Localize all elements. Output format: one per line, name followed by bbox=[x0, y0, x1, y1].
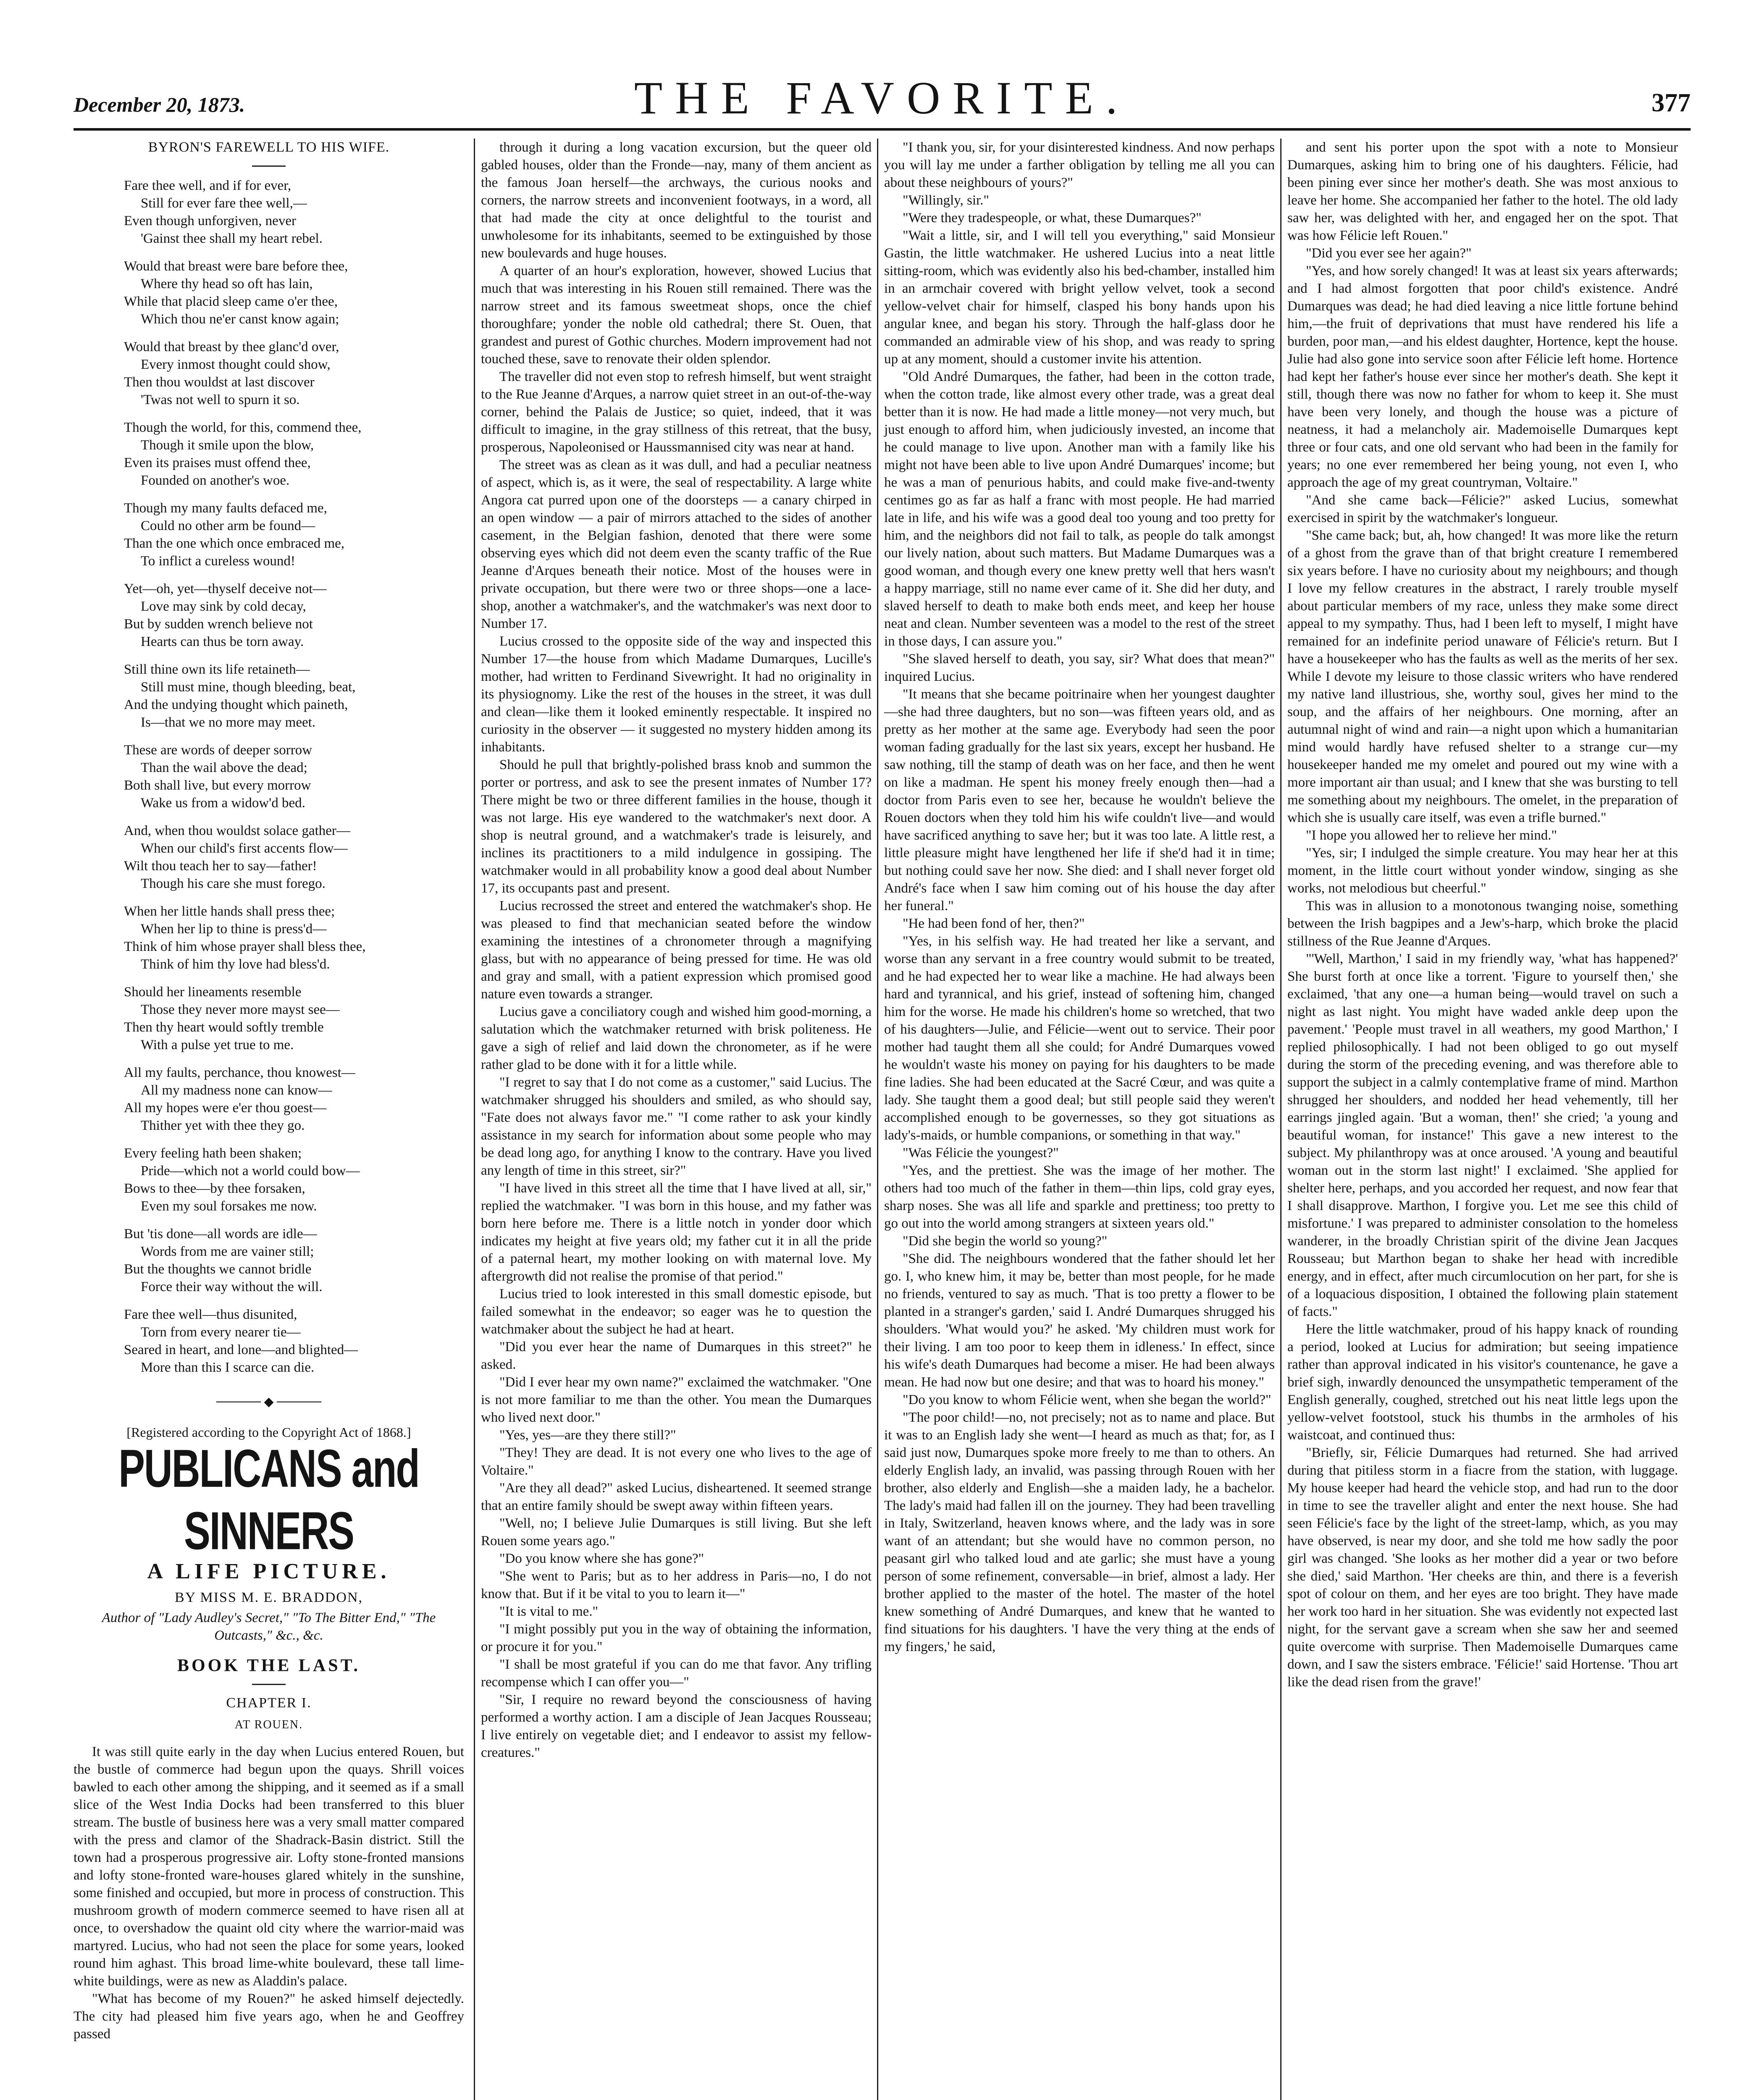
paragraph: "The poor child!—no, not precisely; not as to name and place. But it was to an English lady she went—I heard as much as that; for, as I said just now, Dumarques spoke more freely to me than to others. An elderly English lady, an invalid, was passing through Rouen with her brother, also elderly and English—she a maiden lady, he a bachelor. The lady's maid had fallen ill on the journey. They had been travelling in Italy, Switzerland, heaven knows where, and the lady was in sore want of an attendant; but she would have no common person, no peasant girl who talked loud and ate garlic; she must have a young person of some refinement, conversable—in brief, almost a lady. Her brother applied to the master of the hotel. The master of the hotel knew something of André Dumarques, and knew that he wanted to find situations for his daughters. 'I have the very thing at the ends of my fingers,' he said, bbox=[884, 1410, 1275, 1654]
poem-line: Though his care she must forego. bbox=[141, 876, 326, 891]
column-4 bbox=[1287, 139, 1678, 1691]
poem-line: Love may sink by cold decay, bbox=[141, 599, 306, 614]
paragraph: "Do you know where she has gone?" bbox=[499, 1551, 704, 1566]
poem-line: While that placid sleep came o'er thee, bbox=[124, 294, 338, 309]
poem-stanza bbox=[124, 1064, 464, 1134]
poem-line: Founded on another's woe. bbox=[141, 473, 290, 488]
poem-line: All my madness none can know— bbox=[141, 1083, 332, 1098]
poem-line: Wake us from a widow'd bed. bbox=[141, 795, 305, 811]
poem-line: But by sudden wrench believe not bbox=[124, 617, 313, 632]
poem-stanza bbox=[124, 903, 464, 973]
poem-stanza bbox=[124, 822, 464, 892]
poem-line: Then thy heart would softly tremble bbox=[124, 1020, 324, 1035]
poem-line: 'Gainst thee shall my heart rebel. bbox=[141, 231, 323, 246]
poem-line: Even its praises must offend thee, bbox=[124, 455, 311, 470]
chapter-place: AT ROUEN. bbox=[234, 1718, 303, 1731]
poem-line: Would that breast were bare before thee, bbox=[124, 259, 348, 274]
poem-line: Both shall live, but every morrow bbox=[124, 778, 311, 793]
paragraph: Lucius recrossed the street and entered the watchmaker's shop. He was pleased to find that mechanician seated before the window examining the intestines of a chronometer through a magnifying glass, but with no appearance of being pressed for time. He was old and gray and small, with a patient expression which promised good nature even towards a stranger. bbox=[481, 898, 872, 1002]
paragraph: "And she came back—Félicie?" asked Lucius, somewhat exercised in spirit by the watchmaker's longueur. bbox=[1287, 493, 1678, 525]
poem-line: Bows to thee—by thee forsaken, bbox=[124, 1181, 305, 1196]
poem-line: And, when thou wouldst solace gather— bbox=[124, 823, 350, 838]
poem-line: Should her lineaments resemble bbox=[124, 984, 302, 1000]
header-rule bbox=[74, 128, 1691, 131]
paragraph: "I shall be most grateful if you can do me that favor. Any trifling recompense which I can offer you—" bbox=[481, 1657, 872, 1690]
poem-line: Every feeling hath been shaken; bbox=[124, 1146, 302, 1161]
poem-line: Think of him thy love had bless'd. bbox=[141, 957, 330, 972]
poem-line: Pride—which not a world could bow— bbox=[141, 1163, 360, 1179]
paragraph: "Did she begin the world so young?" bbox=[903, 1234, 1108, 1249]
poem-line: Fare thee well—thus disunited, bbox=[124, 1307, 297, 1322]
story-subtitle: A LIFE PICTURE. bbox=[147, 1559, 391, 1583]
paragraph: "Was Félicie the youngest?" bbox=[903, 1145, 1059, 1160]
column-2 bbox=[481, 139, 872, 1761]
author-credits: Author of "Lady Audley's Secret," "To The Bitter End," "The Outcasts," &c., &c. bbox=[102, 1610, 436, 1643]
poem-line: When our child's first accents flow— bbox=[141, 841, 348, 856]
poem-line: Seared in heart, and lone—and blighted— bbox=[124, 1342, 358, 1357]
issue-date: December 20, 1873. bbox=[74, 93, 245, 116]
poem-line: Though my many faults defaced me, bbox=[124, 501, 327, 516]
paragraph: and sent his porter upon the spot with a note to Monsieur Dumarques, asking him to bring one of his daughters. Félicie, had been pining ever since her mother's death. She was most anxious to leave her home. She accompanied her father to the hotel. The old lady saw her, was delighted with her, and engaged her on the spot. That was how Félicie left Rouen." bbox=[1287, 140, 1678, 243]
masthead bbox=[74, 63, 1691, 126]
paragraph: "Yes, and the prettiest. She was the image of her mother. The others had too much of the father in them—thin lips, cold gray eyes, sharp noses. She was all life and sparkle and prettiness; too pretty to go out into the world among strangers at sixteen years old." bbox=[884, 1163, 1275, 1231]
poem-line: When her lip to thine is press'd— bbox=[141, 921, 327, 937]
story-title: PUBLICANS and SINNERS bbox=[118, 1438, 419, 1561]
paragraph: through it during a long vacation excursion, but the queer old gabled houses, older than the Fronde—nay, many of them ancient as the famous Joan herself—the archways, the curious nooks and corners, the narrow streets and inconvenient footways, in a word, all that had made the city at once delightful to the tourist and unwholesome for its inhabitants, seemed to be extinguished by those new boulevards and huge houses. bbox=[481, 140, 872, 261]
poem-line: But the thoughts we cannot bridle bbox=[124, 1262, 312, 1277]
poem-line: Though the world, for this, commend thee, bbox=[124, 420, 362, 435]
poem-line: Torn from every nearer tie— bbox=[141, 1325, 301, 1340]
paragraph: "Yes, yes—are they there still?" bbox=[499, 1428, 676, 1443]
poem-line: All my faults, perchance, thou knowest— bbox=[124, 1065, 355, 1080]
paragraph: "What has become of my Rouen?" he asked himself dejectedly. The city had pleased him five years ago, when he and Geoffrey passed bbox=[74, 1991, 464, 2042]
paragraph: "Yes, and how sorely changed! It was at least six years afterwards; and I had almost forgotten that poor child's existence. André Dumarques was dead; he had died leaving a nice little fortune behind him,—the fruit of deprivations that must have rendered his life a burden, poor man,—and his eldest daughter, Hortence, kept the house. Julie had also gone into service soon after Félicie left home. Hortence had kept her father's house ever since her mother's death. She kept it still, though there was now no father for whom to keep it. She must have been very lonely, and though the house was a picture of neatness, it had a melancholy air. Mademoiselle Dumarques kept three or four cats, and one old servant who had been in the family for years; no one ever remembered her being young, not even I, who approach the age of my great countryman, Voltaire." bbox=[1287, 263, 1678, 490]
poem-stanza bbox=[124, 741, 464, 812]
paragraph: Lucius crossed to the opposite side of the way and inspected this Number 17—the house from which Madame Dumarques, Lucille's mother, had written to Ferdinand Sivewright. It had no originality in its physiognomy. Like the rest of the houses in the street, it was dull and clean—like them it looked eminently respectable. It inspired no curiosity in the observer — it suggested no mystery hidden among its inhabitants. bbox=[481, 634, 872, 755]
poem-line: Hearts can thus be torn away. bbox=[141, 634, 304, 649]
paragraph: "I regret to say that I do not come as a customer," said Lucius. The watchmaker shrugged his shoulders and smiled, as who should say, "Fate does not always favor me." "I come rather to ask your kindly assistance in my search for information about some people who may be dead long ago, for anything I know to the contrary. Have you lived any length of time in this street, sir?" bbox=[481, 1075, 872, 1178]
paragraph: "Were they tradespeople, or what, these Dumarques?" bbox=[903, 210, 1202, 226]
poem-line: Thither yet with thee they go. bbox=[141, 1118, 305, 1133]
poem-line: When her little hands shall press thee; bbox=[124, 904, 335, 919]
poem-line: Still must mine, though bleeding, beat, bbox=[141, 680, 356, 695]
poem-stanza bbox=[124, 177, 464, 247]
poem-line: Could no other arm be found— bbox=[141, 518, 315, 533]
poem-line: Than the one which once embraced me, bbox=[124, 536, 345, 551]
poem-line: Is—that we no more may meet. bbox=[141, 715, 316, 730]
poem-line: Fare thee well, and if for ever, bbox=[124, 178, 291, 193]
poem-line: Where thy head so oft has lain, bbox=[141, 276, 313, 291]
poem-line: Than the wail above the dead; bbox=[141, 760, 307, 775]
poem-stanza bbox=[124, 419, 464, 489]
poem-line: Even though unforgiven, never bbox=[124, 213, 296, 228]
divider bbox=[252, 165, 286, 167]
ornament-divider: ───── ◆ ───── bbox=[216, 1395, 322, 1409]
paragraph: "It means that she became poitrinaire when her youngest daughter—she had three daughters, but no son—was fifteen years old, and as pretty as her mother at the same age. Everybody had seen the poor woman fading gradually for the last six years, except her husband. He saw nothing, till the stamp of death was on her face, and then he went on like a madman. He spent his money freely enough then—had a doctor from Paris even to see her, because he wouldn't believe the Rouen doctors when they told him his wife couldn't live—and would have sacrificed anything to save her; but it was too late. A little rest, a little pleasure might have lengthened her life if she'd had it in time; but nothing could save her now. She died: and I shall never forget old André's face when I saw him coming out of his house the day after her funeral." bbox=[884, 687, 1275, 914]
copyright-note: [Registered according to the Copyright Act of 1868.] bbox=[126, 1425, 411, 1440]
column-3-text bbox=[884, 139, 1275, 1656]
poem-stanza bbox=[124, 1306, 464, 1376]
poem-line: Words from me are vainer still; bbox=[141, 1244, 314, 1259]
poem-line: Which thou ne'er canst know again; bbox=[141, 312, 339, 327]
paragraph: "Yes, in his selfish way. He had treated her like a servant, and worse than any servant in a free country would submit to be treated, and he had expected her to wear like a machine. He had always been hard and tyrannical, and his grief, instead of softening him, changed him for the worse. He made his children's home so wretched, that two of his daughters—Julie, and Félicie—went out to service. Their poor mother had taught them all she could; for André Dumarques vowed he wouldn't waste his money on paying for his daughters to be made fine ladies. She had been educated at the Sacré Cœur, and was quite a lady. She taught them a good deal; but still people said they weren't accomplished enough to be governesses, so they got situations as lady's-maids, or humble companions, or something in that way." bbox=[884, 934, 1275, 1143]
paragraph: "Old André Dumarques, the father, had been in the cotton trade, when the cotton trade, like almost every other trade, was a great deal better than it is now. He had made a little money—not very much, but just enough to afford him, when judiciously invested, an income that he could manage to live upon. Another man with a family like his might not have been able to live upon André Dumarques' income; but he was a man of penurious habits, and could make five-and-twenty centimes go as far as half a franc with most people. He had married late in life, and his wife was a good deal too young and too pretty for him, and the neighbors did not fail to talk, as people do talk amongst our lively nation, about such matters. But Madame Dumarques was a good woman, and though every one knew pretty well that hers wasn't a happy marriage, still no name ever came of it. She did her duty, and slaved herself to death to make both ends meet, and keep her house neat and clean. Number seventeen was a model to the rest of the street in those days, I can assure you." bbox=[884, 369, 1275, 649]
poem-line: All my hopes were e'er thou goest— bbox=[124, 1100, 327, 1116]
poem-line: But 'tis done—all words are idle— bbox=[124, 1226, 317, 1242]
column-3 bbox=[884, 139, 1275, 1656]
column-4-text bbox=[1287, 139, 1678, 1691]
poem-line: More than this I scarce can die. bbox=[141, 1360, 315, 1375]
paragraph: "She went to Paris; but as to her address in Paris—no, I do not know that. But if it be vital to you to learn it—" bbox=[481, 1569, 872, 1601]
book-heading: BOOK THE LAST. bbox=[177, 1656, 361, 1675]
paragraph: "I thank you, sir, for your disinterested kindness. And now perhaps you will lay me under a farther obligation by telling me all you can about these neighbours of yours?" bbox=[884, 140, 1275, 190]
paragraph: "Wait a little, sir, and I will tell you everything," said Monsieur Gastin, the little watchmaker. He ushered Lucius into a neat little sitting-room, which was evidently also his bed-chamber, installed him in an armchair covered with bright yellow velvet, took a second yellow-velvet chair for himself, clasped his bony hands upon his angular knee, and began his story. Through the half-glass door he commanded an admirable view of his shop, and was ready to spring up at any moment, should a customer invite his attention. bbox=[884, 228, 1275, 367]
paragraph: "She did. The neighbours wondered that the father should let her go. I, who knew him, it may be, better than most people, for he made no friends, ventured to say as much. 'That is too pretty a flower to be planted in a stranger's garden,' said I. André Dumarques shrugged his shoulders. 'What would you?' he asked. 'My children must work for their living. I am too poor to keep them in idleness.' In effect, since his wife's death Dumarques had become a miser. He had been always mean. He had now but one desire; and that was to hoard his money." bbox=[884, 1251, 1275, 1390]
paragraph: "Did I ever hear my own name?" exclaimed the watchmaker. "One is not more familiar to me than the other. You mean the Dumarques who lived next door." bbox=[481, 1375, 872, 1425]
paragraph: "He had been fond of her, then?" bbox=[903, 916, 1085, 931]
divider bbox=[252, 1684, 286, 1685]
poem-line: These are words of deeper sorrow bbox=[124, 743, 312, 758]
poem-line: 'Twas not well to spurn it so. bbox=[141, 392, 300, 407]
poem-stanza bbox=[124, 1225, 464, 1296]
column-divider bbox=[877, 139, 878, 2100]
paragraph: The street was as clean as it was dull, and had a peculiar neatness of aspect, which is, as it were, the seal of respectability. A large white Angora cat purred upon one of the doorsteps — a canary chirped in an open window — a pair of mirrors attached to the sides of another casement, in the Belgian fashion, denoted that there were some observing eyes which did not deem even the scanty traffic of the Rue Jeanne d'Arques beneath their notice. Most of the houses were in private occupation, but there were two or three shops—one a lace-shop, another a watchmaker's, and the watchmaker's was next door to Number 17. bbox=[481, 457, 872, 631]
poem-line: Those they never more mayst see— bbox=[141, 1002, 340, 1017]
poem-line: Every inmost thought could show, bbox=[141, 357, 331, 372]
poem-stanza bbox=[124, 580, 464, 651]
poem-stanza bbox=[124, 1144, 464, 1215]
column-divider bbox=[474, 139, 475, 2100]
paragraph: It was still quite early in the day when Lucius entered Rouen, but the bustle of commerce had begun upon the quays. Shrill voices bawled to each other among the shipping, and it seemed as if a small slice of the West India Docks had been transferred to this bluer stream. The bustle of business here was a very small matter compared with the press and clamor of the Shadrack-Basin district. Still the town had a prosperous progressive air. Lofty stone-fronted mansions and lofty stone-fronted ware-houses glared whitely in the sunshine, some finished and occupied, but more in process of construction. This mushroom growth of modern commerce seemed to have risen all at once, to overshadow the quaint old city where the warrior-maid was martyred. Lucius, who had not seen the place for some years, looked round him aghast. This broad lime-white boulevard, these tall lime-white buildings, were as new as Aladdin's palace. bbox=[74, 1744, 464, 1989]
paragraph: "Do you know to whom Félicie went, when she began the world?" bbox=[903, 1392, 1271, 1407]
poem-line: Think of him whose prayer shall bless thee, bbox=[124, 939, 366, 954]
paragraph: A quarter of an hour's exploration, however, showed Lucius that much that was interesting in his Rouen still remained. There was the narrow street and its famous sweetmeat shops, once the chief thoroughfare; yonder the noble old cathedral; there St. Ouen, that grandest and purest of Gothic churches. Modern improvement had not touched these, save to renovate their olden splendor. bbox=[481, 263, 872, 367]
poem-stanza bbox=[124, 499, 464, 570]
paragraph: "I hope you allowed her to relieve her mind." bbox=[1306, 828, 1557, 843]
poem-line: Then thou wouldst at last discover bbox=[124, 375, 315, 390]
paragraph: "It is vital to me." bbox=[499, 1604, 598, 1619]
column-2-text bbox=[481, 139, 872, 1761]
paragraph: "Willingly, sir." bbox=[903, 193, 989, 208]
column-1 bbox=[74, 139, 464, 2043]
poem-stanza bbox=[124, 661, 464, 731]
poem-line: With a pulse yet true to me. bbox=[141, 1037, 294, 1053]
paragraph: Here the little watchmaker, proud of his happy knack of rounding a period, looked at Lucius for admiration; but seeing impatience rather than approval indicated in his visitor's countenance, he gave a brief sigh, inwardly denounced the unsympathetic temperament of the English generally, coughed, stretched out his neat little legs upon the yellow-velvet footstool, stuck his thumbs in the armholes of his waistcoat, and continued thus: bbox=[1287, 1322, 1678, 1443]
page-number: 377 bbox=[1652, 89, 1691, 117]
poem-line: Still for ever fare thee well,— bbox=[141, 196, 307, 211]
poem-line: Would that breast by thee glanc'd over, bbox=[124, 339, 339, 354]
poem-line: Yet—oh, yet—thyself deceive not— bbox=[124, 581, 327, 596]
column-divider bbox=[1280, 139, 1281, 2100]
paragraph: "Did you ever see her again?" bbox=[1306, 246, 1472, 261]
poem-line: Still thine own its life retaineth— bbox=[124, 662, 310, 677]
poem-line: To inflict a cureless wound! bbox=[141, 554, 295, 569]
paragraph: "Briefly, sir, Félicie Dumarques had returned. She had arrived during that pitiless storm in a fiacre from the station, with luggage. My house keeper had heard the vehicle stop, and had run to the door in time to see the traveller alight and enter the next house. She had seen Félicie's face by the light of the street-lamp, which, as you may have observed, is near my door, and she told me how sadly the poor girl was changed. 'She looks as her mother did a year or two before she died,' said Marthon. 'Her cheeks are thin, and there is a feverish spot of colour on them, and her eyes are too bright. They have made her work too hard in her situation. She was evidently not expected last night, for the servant gave a scream when she saw her and seemed quite overcome with surprise. Then Mademoiselle Dumarques came down, and I saw the sisters embrace. 'Félicie!' said Hortense. 'Thou art like the dead risen from the grave!' bbox=[1287, 1445, 1678, 1690]
paragraph: "Are they all dead?" asked Lucius, disheartened. It seemed strange that an entire family should be swept away within fifteen years. bbox=[481, 1480, 872, 1513]
poem-title: BYRON'S FAREWELL TO HIS WIFE. bbox=[148, 139, 390, 155]
chapter-heading: CHAPTER I. bbox=[226, 1695, 312, 1711]
paragraph: "Sir, I require no reward beyond the consciousness of having performed a worthy action. I am a disciple of Jean Jacques Rousseau; I live entirely on vegetable diet; and I endeavor to assist my fellow-creatures." bbox=[481, 1692, 872, 1760]
paragraph: Should he pull that brightly-polished brass knob and summon the porter or portress, and ask to see the present inmates of Number 17? There might be two or three different families in the house, though it was not large. His eye wandered to the watchmaker's next door. A shop is neutral ground, and a watchmaker's trade is leisurely, and inclines its practitioners to a mild indulgence in gossiping. The watchmaker would in all probability know a good deal about Number 17, its occupants past and present. bbox=[481, 757, 872, 896]
paragraph: "I have lived in this street all the time that I have lived at all, sir," replied the watchmaker. "I was born in this house, and my father was born here before me. There is a little notch in yonder door which indicates my height at five years old; my father cut it in all the pride of a paternal heart, my mother looking on with maternal love. My aftergrowth did not realise the promise of that period." bbox=[481, 1181, 872, 1284]
poem-line: And the undying thought which paineth, bbox=[124, 697, 348, 712]
paragraph: "'Well, Marthon,' I said in my friendly way, 'what has happened?' She burst forth at once like a torrent. 'Figure to yourself then,' she exclaimed, 'that any one—a human being—would travel on such a night as last night. You might have waded ankle deep upon the pavement.' 'People must travel in all weathers, my good Marthon,' I replied philosophically. I had not been obliged to go out myself during the storm of the preceding evening, and was therefore able to support the subject in a calmly contemplative frame of mind. Marthon shrugged her shoulders, and nodded her head vehemently, till her earrings jingled again. 'But a woman, then!' she cried; 'a young and beautiful woman, for instance!' This gave a new interest to the subject. My philanthropy was at once aroused. 'A young and beautiful woman out in the storm last night!' I exclaimed. 'She applied for shelter here, perhaps, and you accorded her request, and now fear that I shall disapprove. Marthon, I forgive you. Let me see this child of misfortune.' I was prepared to administer consolation to the homeless wanderer, in the broadly Christian spirit of the divine Jean Jacques Rousseau; but Marthon began to shake her head with incredible energy, and in effect, after much circumlocution on her part, for she is of a loquacious disposition, I obtained the following plain statement of facts." bbox=[1287, 951, 1678, 1319]
paragraph: "They! They are dead. It is not every one who lives to the age of Voltaire." bbox=[481, 1445, 872, 1478]
poem-line: Even my soul forsakes me now. bbox=[141, 1199, 317, 1214]
poem-line: Wilt thou teach her to say—father! bbox=[124, 858, 317, 874]
paragraph: "She came back; but, ah, how changed! It was more like the return of a ghost from the grave than of that bright creature I remembered six years before. I have no curiosity about my neighbours; and though I love my fellow creatures in the abstract, I rarely trouble myself about particular members of my race, unless they make some direct appeal to my sympathy. Thus, had I been left to myself, I might have remained for an indefinite period unaware of Félicie's return. But I have a housekeeper who has the faults as well as the merits of her sex. While I devote my leisure to those classic writers who have rendered my native land illustrious, she, worthy soul, gives her mind to the soup, and the affairs of her neighbours. One morning, after an autumnal night of wind and rain—a night upon which a humanitarian mind would hardly have refused shelter to a strange cur—my housekeeper handed me my omelet and poured out my wine with a more important air than usual; and I knew that she was bursting to tell me something about my neighbours. The omelet, in the preparation of which she is usually care itself, was even a trifle burned." bbox=[1287, 528, 1678, 825]
story-author: BY MISS M. E. BRADDON, bbox=[175, 1590, 363, 1605]
newspaper-title: THE FAVORITE. bbox=[634, 72, 1130, 123]
paragraph: "She slaved herself to death, you say, sir? What does that mean?" inquired Lucius. bbox=[884, 651, 1275, 684]
poem-stanza bbox=[124, 983, 464, 1054]
paragraph: Lucius tried to look interested in this small domestic episode, but failed somewhat in the endeavor; so eager was he to question the watchmaker about the subject he had at heart. bbox=[481, 1286, 872, 1337]
paragraph: "I might possibly put you in the way of obtaining the information, or procure it for you." bbox=[481, 1622, 872, 1654]
paragraph: "Well, no; I believe Julie Dumarques is still living. But she left Rouen some years ago." bbox=[481, 1516, 872, 1549]
paragraph: Lucius gave a conciliatory cough and wished him good-morning, a salutation which the watchmaker returned with brisk politeness. He gave a sigh of relief and laid down the chronometer, as if he were rather glad to be done with it for a little while. bbox=[481, 1004, 872, 1072]
poem-body bbox=[74, 177, 464, 1376]
poem-stanza bbox=[124, 257, 464, 328]
paragraph: "Did you ever hear the name of Dumarques in this street?" he asked. bbox=[481, 1339, 872, 1372]
paragraph: "Yes, sir; I indulged the simple creature. You may hear her at this moment, in the little court without yonder window, singing as she works, not melodious but cheerful." bbox=[1287, 845, 1678, 896]
column-1-text bbox=[74, 1743, 464, 2043]
paragraph: The traveller did not even stop to refresh himself, but went straight to the Rue Jeanne d'Arques, a narrow quiet street in an out-of-the-way corner, behind the Palais de Justice; so quiet, indeed, that it was difficult to imagine, in the gray stillness of this retreat, that the busy, prosperous, Napoleonised or Haussmannised city was near at hand. bbox=[481, 369, 872, 455]
poem-line: Though it smile upon the blow, bbox=[141, 438, 314, 453]
poem-stanza bbox=[124, 338, 464, 409]
paragraph: This was in allusion to a monotonous twanging noise, something between the Irish bagpipes and a Jew's-harp, which broke the placid stillness of the Rue Jeanne d'Arques. bbox=[1287, 898, 1678, 949]
poem-line: Force their way without the will. bbox=[141, 1279, 323, 1294]
